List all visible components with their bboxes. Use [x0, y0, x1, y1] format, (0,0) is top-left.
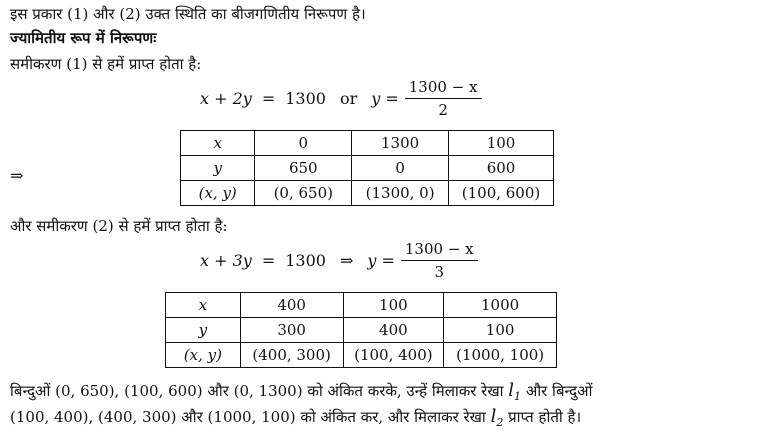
table-2	[165, 292, 557, 368]
eq1-numerator: 1300 − x	[405, 78, 482, 99]
eq2-denominator: 3	[434, 263, 445, 281]
table-2-row-xy	[166, 343, 557, 368]
table-cell: 650	[255, 156, 352, 181]
eq2-rhs: 1300	[285, 251, 326, 270]
table-cell: 0	[352, 156, 449, 181]
eq1-equals: =	[261, 89, 276, 108]
table-cell: 1000	[444, 293, 557, 318]
table-cell: (x, y)	[181, 181, 255, 206]
table-cell: x	[181, 131, 255, 156]
table-cell: (x, y)	[166, 343, 241, 368]
table-cell: 600	[449, 156, 554, 181]
eq2-connector: ⇒	[339, 251, 354, 270]
equation-1	[200, 78, 482, 119]
line-l2-symbol	[491, 406, 504, 427]
line-l1-letter: l	[508, 380, 515, 401]
eq1-y: y =	[371, 89, 399, 108]
line-l1-subscript: 1	[514, 390, 522, 403]
eq1-rhs: 1300	[285, 89, 326, 108]
eq1-connector: or	[339, 89, 358, 108]
table-cell: 1300	[352, 131, 449, 156]
table-cell: 400	[343, 318, 444, 343]
conclusion-line-1-text: बिन्दुओं (0, 650), (100, 600) और (0, 1300) को अंकित करके, उन्हें मिलाकर रेखा	[10, 382, 504, 400]
eq2-equals: =	[261, 251, 276, 270]
section-heading: ज्यामितीय रूप में निरूपणः	[10, 29, 157, 47]
table-cell: 100	[444, 318, 557, 343]
implies-symbol: ⇒	[10, 166, 24, 185]
table-cell: 400	[240, 293, 343, 318]
eq1-fraction	[405, 78, 482, 119]
table-cell: (100, 400)	[343, 343, 444, 368]
table-cell: (0, 650)	[255, 181, 352, 206]
conclusion-line-2-text: (100, 400), (400, 300) और (1000, 100) को अंकित कर, और मिलाकर रेखा	[10, 408, 486, 426]
table-cell: x	[166, 293, 241, 318]
conclusion-line-2	[10, 406, 581, 429]
line-l1-symbol	[508, 380, 521, 401]
table-2-row-y	[166, 318, 557, 343]
table-1-row-y	[181, 156, 554, 181]
table-cell: 300	[240, 318, 343, 343]
intro-text: इस प्रकार (1) और (2) उक्त स्थिति का बीजगणितीय निरूपण है।	[10, 5, 366, 23]
conclusion-line-2-tail: प्राप्त होती है।	[508, 408, 582, 426]
table-cell: (1300, 0)	[352, 181, 449, 206]
eq1-denominator: 2	[438, 101, 448, 119]
table-cell: y	[181, 156, 255, 181]
eq2-y: y =	[367, 251, 395, 270]
table-cell: 100	[449, 131, 554, 156]
eq1-intro-text: समीकरण (1) से हमें प्राप्त होता है:	[10, 55, 202, 73]
table-cell: 0	[255, 131, 352, 156]
line-l2-letter: l	[490, 406, 497, 427]
table-cell: (400, 300)	[240, 343, 343, 368]
conclusion-line-1	[10, 380, 592, 403]
table-1	[180, 130, 554, 206]
eq1-lhs: x + 2y	[200, 89, 252, 108]
equation-2	[200, 240, 478, 281]
table-1-row-x	[181, 131, 554, 156]
table-cell: 100	[343, 293, 444, 318]
table-cell: (1000, 100)	[444, 343, 557, 368]
eq2-intro-text: और समीकरण (2) से हमें प्राप्त होता है:	[10, 217, 228, 235]
table-1-row-xy	[181, 181, 554, 206]
eq2-numerator: 1300 − x	[401, 240, 478, 261]
table-2-row-x	[166, 293, 557, 318]
eq2-fraction	[401, 240, 478, 281]
line-l2-subscript: 2	[496, 416, 504, 429]
table-cell: (100, 600)	[449, 181, 554, 206]
eq2-lhs: x + 3y	[200, 251, 252, 270]
conclusion-line-1-tail: और बिन्दुओं	[525, 382, 593, 400]
table-cell: y	[166, 318, 241, 343]
